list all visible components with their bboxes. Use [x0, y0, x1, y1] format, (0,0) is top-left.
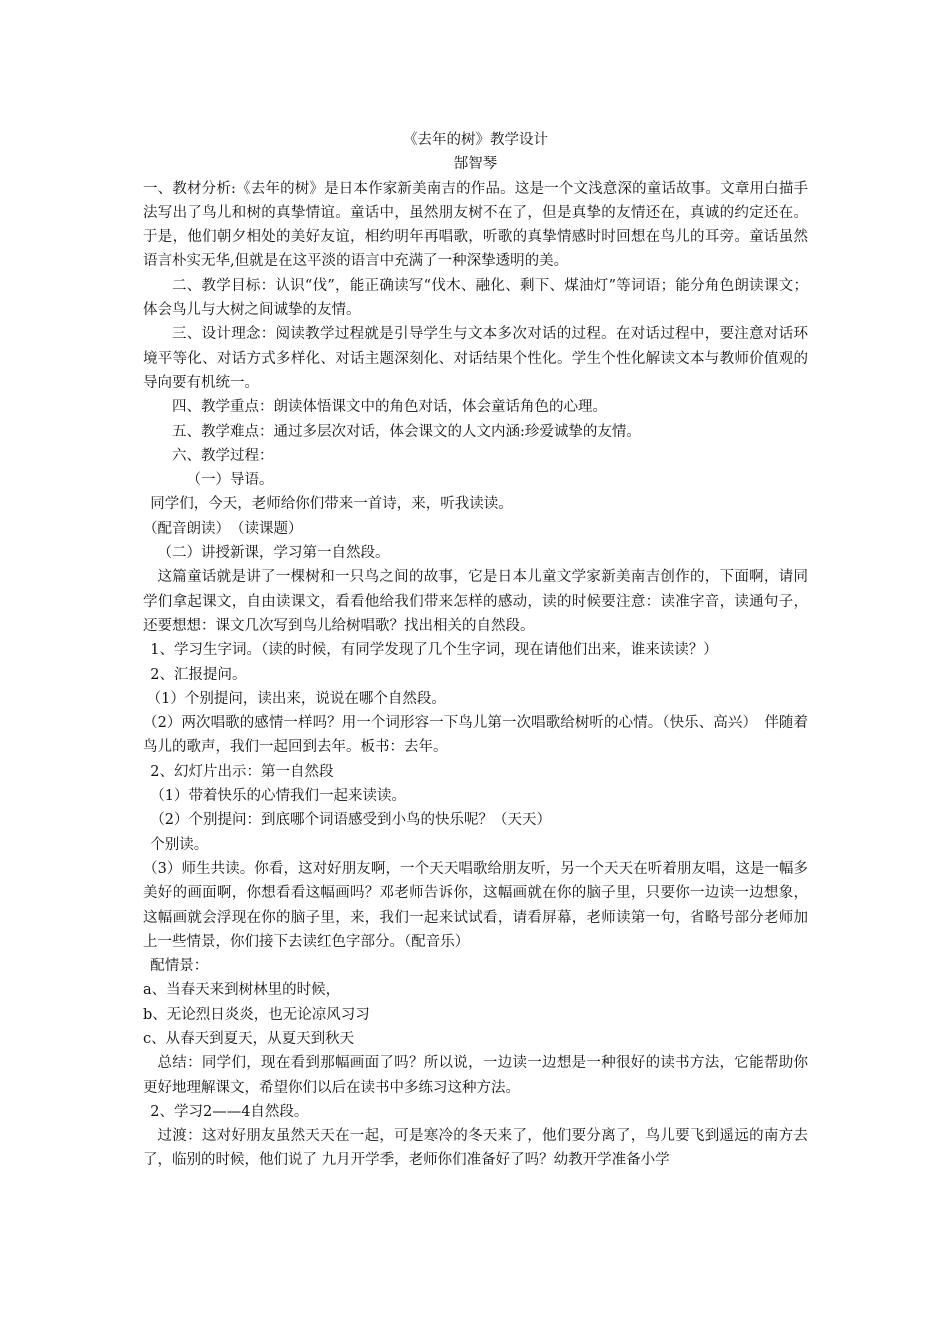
paragraph-individual-questions: （1）个别提问，读出来，说说在哪个自然段。 [146, 690, 446, 707]
paragraph-intro-heading: （一）导语。 [186, 472, 274, 489]
paragraph-which-word: （2）个别提问：到底哪个词语感受到小鸟的快乐呢？（天天） [150, 812, 551, 829]
paragraph-individual-reading: 个别读。 [150, 836, 209, 853]
paragraph-intro-text: 同学们，今天，老师给你们带来一首诗，来，听我读读。 [150, 496, 513, 513]
paragraph-teaching-goals: 二、教学目标：认识“伐”，能正确读写“伐木、融化、剩下、煤油灯”等词语；能分角色朗读课文；体会鸟儿与大树之间诚挚的友情。 [143, 277, 808, 319]
paragraph-difficulties: 五、教学难点：通过多层次对话，体会课文的人文内涵:珍爱诚挚的友情。 [172, 423, 641, 440]
paragraph-shared-reading: （3）师生共读。你看，这对好朋友啊，一个天天唱歌给朋友听，另一个天天在听着朋友唱，这是一幅多美好的画面啊，你想看看这幅画吗？邓老师告诉你，这幅画就在你的脑子里，只要你一边读一边想象，这幅画就会浮现在你的脑子里，来，我们一起来试试看，请看屏幕，老师读第一句，省略号部分老师加上一些情景，你们接下去读红色字部分。（配音乐） [143, 860, 808, 950]
list-item-scenario-b: b、无论烈日炎炎，也无论凉风习习 [143, 1006, 370, 1023]
paragraph-study-2-4: 2、学习2——4自然段。 [150, 1103, 309, 1120]
paragraph-recitation: （配音朗读） （读课题） [143, 520, 303, 537]
paragraph-read-happily: （1）带着快乐的心情我们一起来读读。 [150, 788, 406, 805]
paragraph-scenario-heading: 配情景： [150, 958, 209, 975]
paragraph-new-lesson-heading: （二）讲授新课，学习第一自然段。 [157, 545, 390, 562]
paragraph-design-concept: 三、设计理念：阅读教学过程就是引导学生与文本多次对话的过程。在对话过程中，要注意对话环境平等化、对话方式多样化、对话主题深刻化、对话结果个性化。学生个性化解读文本与教师价值观的导向要有机统一。 [143, 326, 808, 391]
paragraph-material-analysis: 一、教材分析:《去年的树》是日本作家新美南吉的作品。这是一个文浅意深的童话故事。文章用白描手法写出了鸟儿和树的真挚情谊。童话中，虽然朋友树不在了，但是真挚的友情还在，真诚的约定还在。于是，他们朝夕相处的美好友谊，相约明年再唱歌，听歌的真挚情感时时回想在鸟儿的耳旁。童话虽然语言朴实无华,但就是在这平淡的语言中充满了一种深挚透明的美。 [143, 180, 808, 270]
paragraph-key-points: 四、教学重点：朗读体悟课文中的角色对话，体会童话角色的心理。 [172, 399, 607, 416]
list-item-scenario-a: a、当春天来到树林里的时候， [143, 982, 341, 999]
paragraph-vocabulary: 1、学习生字词。（读的时候，有同学发现了几个生字词，现在请他们出来，谁来读读？） [150, 642, 718, 659]
paragraph-summary: 总结：同学们，现在看到那幅画面了吗？所以说，一边读一边想是一种很好的读书方法，它能帮助你更好地理解课文，希望你们以后在读书中多练习这种方法。 [143, 1055, 808, 1096]
paragraph-story-intro: 这篇童话就是讲了一棵树和一只鸟之间的故事，它是日本儿童文学家新美南吉创作的，下面啊，请同学们拿起课文，自由读课文，看看他给我们带来怎样的感动，读的时候要注意：读准字音，读通句子，还要想想：课文几次写到鸟儿给树唱歌？找出相关的自然段。 [143, 569, 808, 634]
paragraph-slide-show: 2、幻灯片出示：第一自然段 [150, 763, 334, 780]
paragraph-report-questions: 2、汇报提问。 [150, 666, 247, 683]
list-item-scenario-c: c、从春天到夏天，从夏天到秋天 [143, 1030, 355, 1047]
paragraph-transition: 过渡：这对好朋友虽然天天在一起，可是寒冷的冬天来了，他们要分离了，鸟儿要飞到遥远的南方去了，临别的时候，他们说了 九月开学季，老师你们准备好了吗？幼教开学准备小学 [143, 1128, 808, 1169]
document-page [143, 128, 808, 1173]
document-author: 郜智琴 [453, 156, 498, 173]
paragraph-process-heading: 六、教学过程： [172, 447, 274, 464]
document-title: 《去年的树》教学设计 [403, 132, 548, 148]
paragraph-two-songs: （2）两次唱歌的感情一样吗？用一个词形容一下鸟儿第一次唱歌给树听的心情。（快乐、高兴） 伴随着鸟儿的歌声，我们一起回到去年。板书：去年。 [143, 715, 808, 756]
